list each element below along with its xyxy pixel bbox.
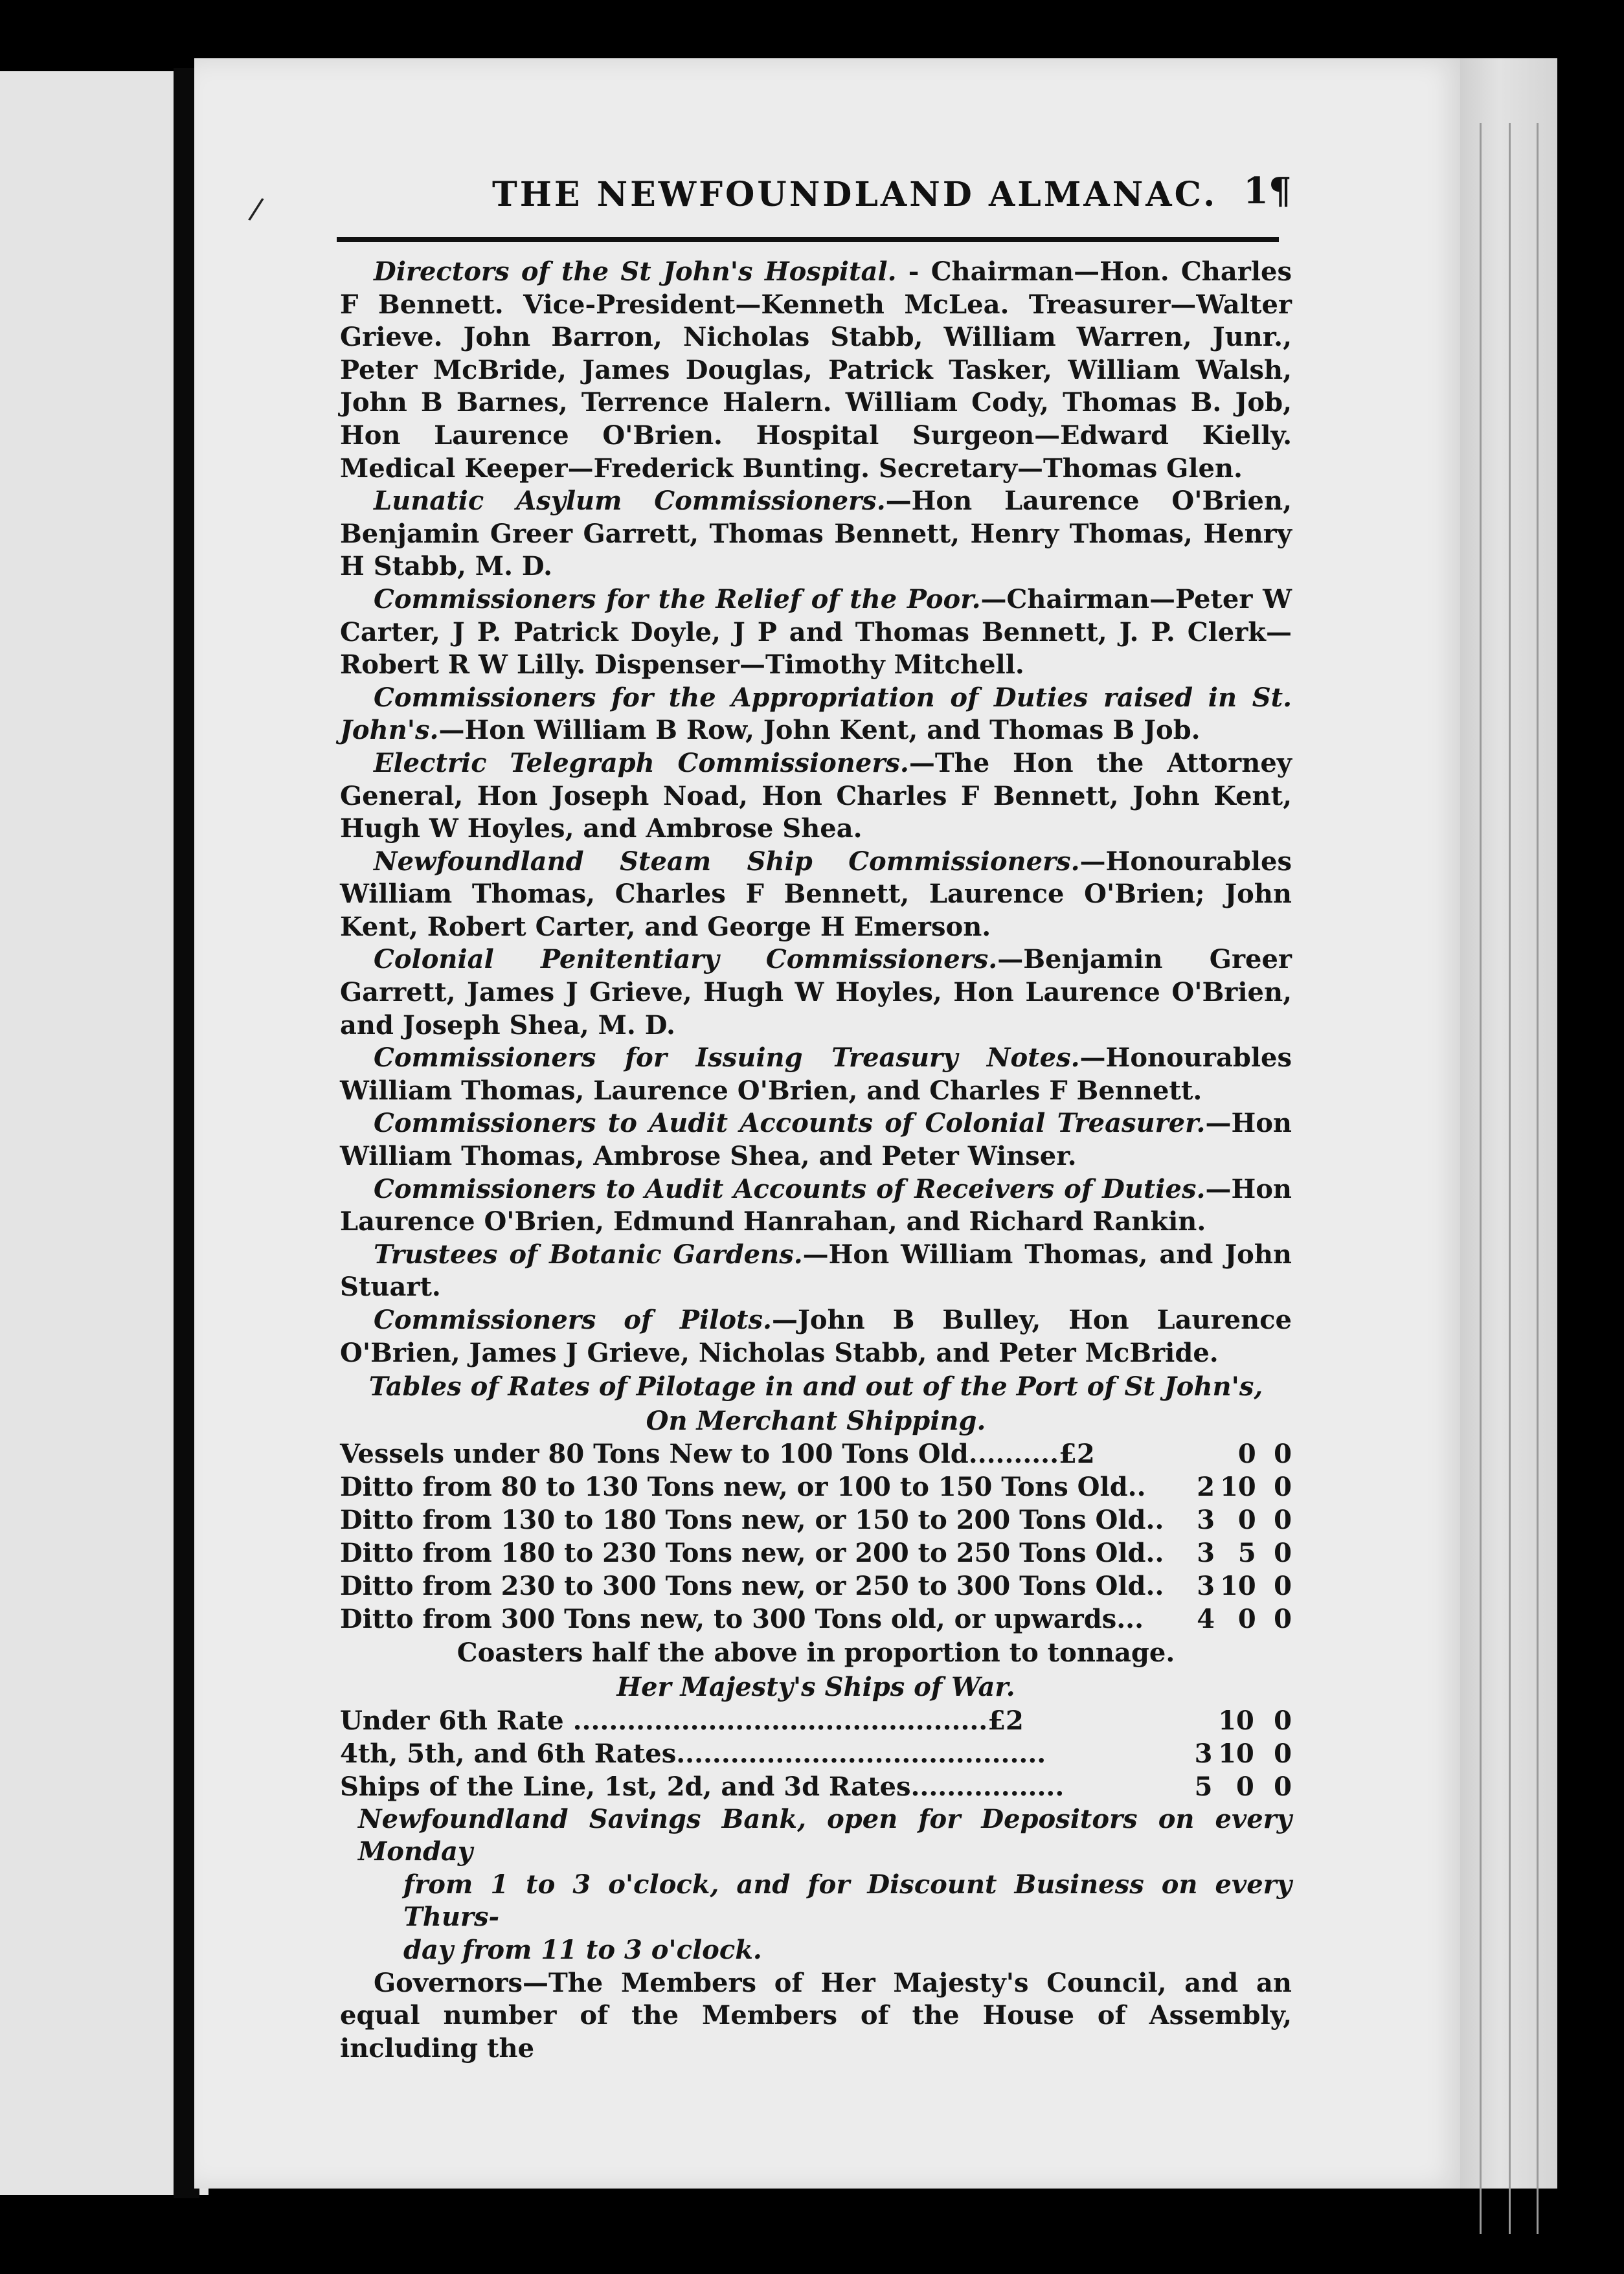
merchant-rates-table	[340, 1437, 1292, 1636]
merchant-cell-desc: Ditto from 300 Tons new, to 300 Tons old, or upwards...	[340, 1604, 1144, 1635]
merchant-row	[340, 1470, 1292, 1503]
merchant-cell-a	[1179, 1437, 1215, 1470]
coasters-note: Coasters half the above in proportion to tonnage.	[457, 1638, 1175, 1669]
merchant-cell-a: 3	[1197, 1505, 1215, 1536]
page-body	[340, 256, 1292, 2065]
merchant-cell-c: 0	[1274, 1571, 1292, 1602]
war-cell-a: 5	[1194, 1771, 1213, 1802]
merchant-cell-b: 0	[1237, 1604, 1256, 1635]
war-cell-c: 0	[1274, 1771, 1292, 1802]
running-header: THE NEWFOUNDLAND ALMANAC.	[492, 175, 1218, 214]
war-ships-title: Her Majesty's Ships of War.	[616, 1671, 1015, 1702]
merchant-row	[340, 1437, 1292, 1470]
paragraph-audit-receivers: Commissioners to Audit Accounts of Receivers of Duties.—Hon Laurence O'Brien, Edmund Hanrahan, and Richard Rankin.	[340, 1173, 1292, 1237]
war-row	[340, 1737, 1292, 1770]
merchant-cell-b: 10	[1220, 1571, 1256, 1602]
merchant-cell-desc: Vessels under 80 Tons New to 100 Tons Old..........£2	[340, 1439, 1095, 1470]
paragraph-electric-telegraph: Electric Telegraph Commissioners.—The Hon the Attorney General, Hon Joseph Noad, Hon Charles F Bennett, John Kent, Hugh W Hoyles, and Ambrose Shea.	[340, 747, 1292, 844]
paragraph-penitentiary: Colonial Penitentiary Commissioners.—Benjamin Greer Garrett, James J Grieve, Hugh W Hoyles, Hon Laurence O'Brien, and Joseph Shea, M. D.	[340, 944, 1292, 1041]
paragraph-steam-ship: Newfoundland Steam Ship Commissioners.—Honourables William Thomas, Charles F Bennett, Laurence O'Brien; John Kent, Robert Carter, and George H Emerson.	[340, 846, 1292, 942]
merchant-cell-desc: Ditto from 180 to 230 Tons new, or 200 to 250 Tons Old..	[340, 1538, 1164, 1569]
war-rates-table	[340, 1704, 1292, 1803]
war-cell-b: 0	[1236, 1771, 1254, 1802]
governors-paragraph: Governors—The Members of Her Majesty's Council, and an equal number of the Members of the House of Assembly, including the	[340, 1967, 1292, 2064]
war-cell-c: 0	[1274, 1705, 1292, 1736]
merchant-row	[340, 1603, 1292, 1636]
paragraph-pilots: Commissioners of Pilots.—John B Bulley, Hon Laurence O'Brien, James J Grieve, Nicholas Stabb, and Peter McBride.	[340, 1305, 1292, 1368]
merchant-row	[340, 1537, 1292, 1570]
merchant-cell-c: 0	[1274, 1604, 1292, 1635]
merchant-cell-b: 5	[1237, 1538, 1256, 1569]
merchant-cell-b: 0	[1237, 1505, 1256, 1536]
paragraph-botanic-gardens: Trustees of Botanic Gardens.—Hon William Thomas, and John Stuart.	[340, 1239, 1292, 1303]
merchant-cell-a: 4	[1197, 1604, 1215, 1635]
merchant-cell-c: 0	[1274, 1505, 1292, 1536]
merchant-cell-a: 3	[1197, 1538, 1215, 1569]
war-cell-a	[1175, 1704, 1212, 1737]
merchant-row	[340, 1570, 1292, 1603]
merchant-cell-desc: Ditto from 130 to 180 Tons new, or 150 to 200 Tons Old..	[340, 1505, 1164, 1536]
war-cell-a: 3	[1194, 1738, 1213, 1769]
war-cell-desc: 4th, 5th, and 6th Rates.........................................	[340, 1738, 1046, 1769]
merchant-cell-c: 0	[1274, 1472, 1292, 1503]
header-rule	[337, 237, 1279, 242]
merchant-cell-c: 0	[1274, 1439, 1292, 1470]
merchant-cell-b: 0	[1237, 1439, 1256, 1470]
paragraph-appropriation-duties: Commissioners for the Appropriation of Duties raised in St. John's.—Hon William B Row, John Kent, and Thomas B Job.	[340, 682, 1292, 746]
war-cell-desc: Ships of the Line, 1st, 2d, and 3d Rates.................	[340, 1771, 1065, 1802]
paragraph-lunatic-asylum: Lunatic Asylum Commissioners.—Hon Laurence O'Brien, Benjamin Greer Garrett, Thomas Bennett, Henry Thomas, Henry H Stabb, M. D.	[340, 486, 1292, 582]
merchant-row	[340, 1503, 1292, 1537]
merchant-cell-a: 2	[1197, 1472, 1215, 1503]
war-row	[340, 1704, 1292, 1737]
war-cell-c: 0	[1274, 1738, 1292, 1769]
paragraph-hospital: Directors of the St John's Hospital. - Chairman—Hon. Charles F Bennett. Vice-President—Kenneth McLea. Treasurer—Walter Grieve. John Barron, Nicholas Stabb, William Warren, Junr., Peter McBride, James Douglas, Patrick Tasker, William Walsh, John B Barnes, Terrence Halern. William Cody, Thomas B. Job, Hon Laurence O'Brien. Hospital Surgeon—Edward Kielly. Medical Keeper—Frederick Bunting. Secretary—Thomas Glen.	[340, 256, 1292, 484]
pilotage-title: Tables of Rates of Pilotage in and out of the Port of St John's,	[368, 1371, 1263, 1402]
page-number: 1¶	[1243, 170, 1292, 212]
paragraph-treasury-notes: Commissioners for Issuing Treasury Notes.—Honourables William Thomas, Laurence O'Brien, and Charles F Bennett.	[340, 1042, 1292, 1106]
war-row	[340, 1770, 1292, 1803]
page-edge	[1460, 58, 1557, 2189]
war-cell-b: 10	[1218, 1738, 1254, 1769]
savings-bank-notice: Newfoundland Savings Bank, open for Depositors on every Monday from 1 to 3 o'clock, and for Discount Business on every Thurs- day from 11 to 3 o'clock.	[358, 1803, 1292, 1965]
merchant-cell-desc: Ditto from 80 to 130 Tons new, or 100 to 150 Tons Old..	[340, 1472, 1146, 1503]
merchant-cell-a: 3	[1197, 1571, 1215, 1602]
margin-mark: /	[247, 190, 266, 227]
merchant-cell-desc: Ditto from 230 to 300 Tons new, or 250 to 300 Tons Old..	[340, 1571, 1164, 1602]
paragraph-relief-poor: Commissioners for the Relief of the Poor.—Chairman—Peter W Carter, J P. Patrick Doyle, J P and Thomas Bennett, J. P. Clerk—Robert R W Lilly. Dispenser—Timothy Mitchell.	[340, 583, 1292, 681]
paragraph-audit-treasurer: Commissioners to Audit Accounts of Colonial Treasurer.—Hon William Thomas, Ambrose Shea, and Peter Winser.	[340, 1108, 1292, 1172]
war-cell-b: 10	[1218, 1705, 1254, 1736]
war-cell-desc: Under 6th Rate ..............................................£2	[340, 1705, 1024, 1736]
pilotage-subtitle: On Merchant Shipping.	[646, 1405, 986, 1436]
merchant-cell-b: 10	[1220, 1472, 1256, 1503]
merchant-cell-c: 0	[1274, 1538, 1292, 1569]
